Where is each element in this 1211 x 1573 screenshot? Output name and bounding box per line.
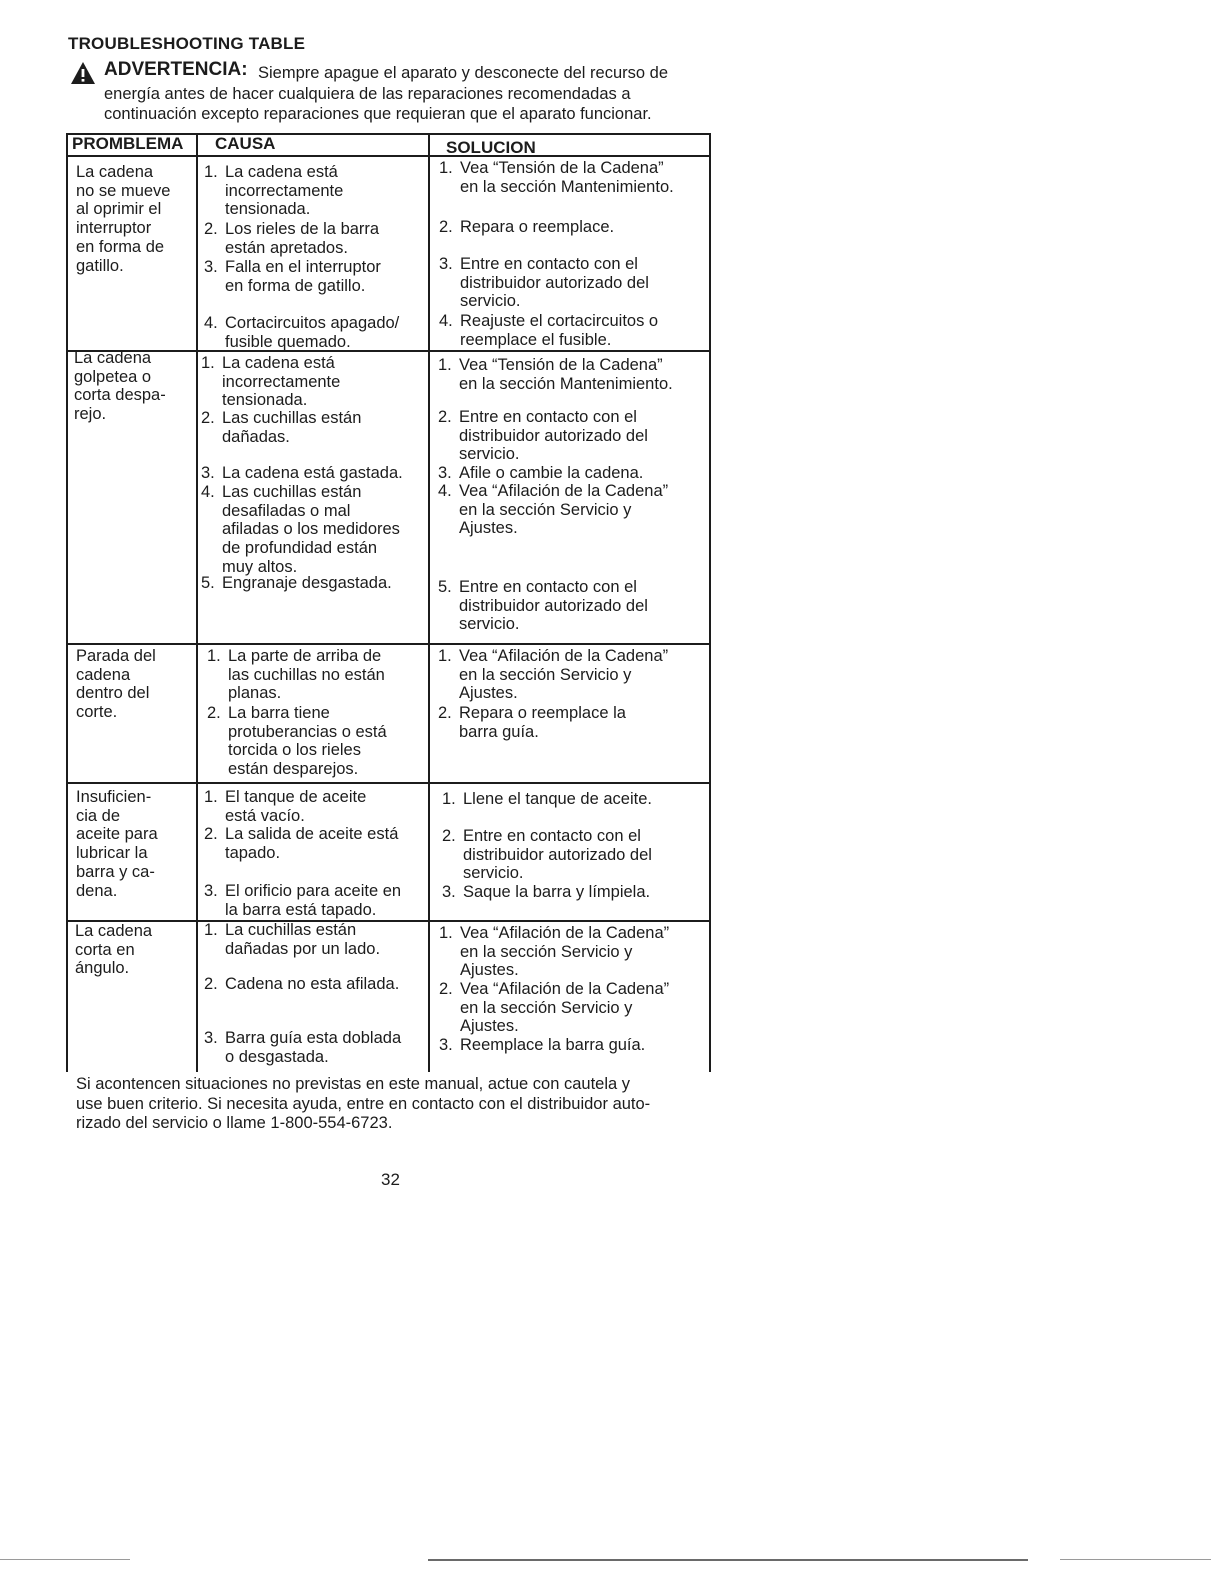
item-number: 3. — [204, 882, 218, 900]
problem-line: ángulo. — [75, 959, 130, 978]
item-number: 2. — [442, 827, 456, 845]
warning-line: continuación excepto reparaciones que requieran que el aparato funcionar. — [104, 105, 652, 123]
row-divider — [66, 643, 711, 645]
item-number: 3. — [439, 1036, 453, 1054]
scan-edge-line — [1060, 1559, 1211, 1560]
item-line: tensionada. — [225, 200, 311, 219]
item-line: en la sección Servicio y — [460, 942, 633, 961]
problem-line: cadena — [76, 665, 131, 684]
item-number: 1. — [438, 356, 452, 374]
item-number: 1. — [438, 647, 452, 665]
item-line: Entre en contacto con el — [463, 827, 641, 845]
item-line: Ajustes. — [460, 961, 519, 980]
problem-cell — [76, 647, 156, 722]
item-line: Ajustes. — [459, 684, 518, 703]
item-number: 4. — [204, 314, 218, 332]
footer-note — [76, 1075, 726, 1134]
problem-line: golpetea o — [74, 367, 152, 386]
item-line: La cadena está gastada. — [222, 464, 403, 482]
item-line: están desparejos. — [228, 760, 359, 779]
item-line: servicio. — [459, 445, 520, 464]
item-line: o desgastada. — [225, 1047, 329, 1066]
problem-line: La cadena — [74, 349, 152, 367]
problem-cell — [74, 349, 166, 424]
item-number: 3. — [439, 255, 453, 273]
item-line: Saque la barra y límpiela. — [463, 883, 651, 901]
item-number: 2. — [204, 975, 218, 993]
column-divider — [428, 133, 430, 1072]
item-line: torcida o los rieles — [228, 741, 361, 760]
item-number: 2. — [204, 825, 218, 843]
item-line: distribuidor autorizado del — [459, 426, 648, 445]
item-line: Engranaje desgastada. — [222, 574, 392, 592]
problem-cell — [76, 163, 170, 275]
row-divider — [66, 920, 711, 922]
header-cause: CAUSA — [215, 134, 276, 153]
page-title: TROUBLESHOOTING TABLE — [68, 34, 306, 53]
item-number: 2. — [438, 408, 452, 426]
item-line: El orificio para aceite en — [225, 882, 402, 900]
item-line: en la sección Servicio y — [459, 665, 632, 684]
problem-line: lubricar la — [76, 844, 148, 863]
problem-line: gatillo. — [76, 256, 124, 275]
item-line: dañadas por un lado. — [225, 939, 381, 958]
item-number: 1. — [204, 788, 218, 806]
item-line: servicio. — [463, 864, 524, 883]
item-line: La salida de aceite está — [225, 825, 399, 843]
problem-line: cia de — [76, 806, 121, 825]
item-line: Cadena no esta afilada. — [225, 975, 400, 993]
item-line: El tanque de aceite — [225, 788, 367, 806]
item-line: Llene el tanque de aceite. — [463, 790, 652, 808]
header-problem: PROMBLEMA — [72, 134, 184, 153]
item-line: Entre en contacto con el — [459, 408, 637, 426]
problem-line: corte. — [76, 703, 118, 722]
item-line: barra guía. — [459, 722, 539, 741]
item-line: en la sección Mantenimiento. — [459, 374, 673, 393]
item-line: planas. — [228, 684, 282, 703]
item-number: 4. — [201, 483, 215, 501]
item-line: Entre en contacto con el — [460, 255, 638, 273]
warning-label: ADVERTENCIA: — [104, 59, 248, 80]
item-number: 2. — [439, 218, 453, 236]
item-number: 2. — [207, 704, 221, 722]
problem-line: aceite para — [76, 825, 158, 844]
item-line: Vea “Afilación de la Cadena” — [460, 980, 670, 998]
scan-edge-line — [428, 1559, 1028, 1561]
item-line: Barra guía esta doblada — [225, 1029, 402, 1047]
item-number: 1. — [204, 163, 218, 181]
item-line: de profundidad están — [222, 539, 378, 558]
problem-cell — [76, 788, 158, 900]
item-line: Afile o cambie la cadena. — [459, 464, 644, 482]
row-divider — [66, 782, 711, 784]
item-line: Ajustes. — [460, 1017, 519, 1036]
item-number: 3. — [204, 258, 218, 276]
item-line: fusible quemado. — [225, 332, 351, 351]
warning-line: energía antes de hacer cualquiera de las reparaciones recomendadas a — [104, 85, 631, 103]
item-line: tensionada. — [222, 391, 308, 410]
item-line: Reajuste el cortacircuitos o — [460, 312, 659, 330]
item-number: 1. — [204, 921, 218, 939]
item-line: afiladas o los medidores — [222, 520, 400, 539]
header-solution: SOLUCION — [446, 138, 536, 157]
item-line: servicio. — [459, 615, 520, 634]
page-number: 32 — [381, 1170, 400, 1189]
item-number: 2. — [201, 409, 215, 427]
item-number: 3. — [442, 883, 456, 901]
problem-line: corta despa- — [74, 386, 166, 405]
item-line: Reemplace la barra guía. — [460, 1036, 646, 1054]
item-number: 1. — [442, 790, 456, 808]
item-line: están apretados. — [225, 238, 348, 257]
warning-line: Siempre apague el aparato y desconecte del recurso de — [258, 64, 669, 82]
troubleshooting-table — [66, 133, 711, 1072]
item-number: 5. — [201, 574, 215, 592]
item-number: 5. — [438, 578, 452, 596]
item-line: Vea “Afilación de la Cadena” — [459, 482, 669, 500]
item-number: 2. — [438, 704, 452, 722]
item-line: Repara o reemplace la — [459, 704, 626, 722]
item-line: Vea “Tensión de la Cadena” — [460, 159, 664, 177]
item-line: protuberancias o está — [228, 722, 387, 741]
item-number: 3. — [438, 464, 452, 482]
problem-line: Insuficien- — [76, 788, 152, 806]
item-number: 1. — [207, 647, 221, 665]
item-line: Cortacircuitos apagado/ — [225, 314, 400, 332]
item-line: Vea “Afilación de la Cadena” — [459, 647, 669, 665]
item-line: Ajustes. — [459, 519, 518, 538]
item-number: 4. — [439, 312, 453, 330]
problem-line: corta en — [75, 940, 135, 959]
item-number: 3. — [204, 1029, 218, 1047]
item-line: incorrectamente — [222, 372, 341, 391]
item-number: 1. — [439, 924, 453, 942]
item-line: las cuchillas no están — [228, 665, 385, 684]
item-line: Las cuchillas están — [222, 483, 362, 501]
item-line: Vea “Afilación de la Cadena” — [460, 924, 670, 942]
item-line: tapado. — [225, 843, 281, 862]
problem-line: dena. — [76, 881, 118, 900]
item-line: La barra tiene — [228, 704, 330, 722]
problem-line: barra y ca- — [76, 862, 155, 881]
item-line: está vacío. — [225, 806, 305, 825]
item-line: distribuidor autorizado del — [460, 273, 649, 292]
item-line: incorrectamente — [225, 181, 344, 200]
item-line: Repara o reemplace. — [460, 218, 615, 236]
item-number: 3. — [201, 464, 215, 482]
table-border — [66, 133, 68, 1072]
item-line: La cuchillas están — [225, 921, 357, 939]
item-line: Los rieles de la barra — [225, 220, 380, 238]
header-divider — [66, 155, 711, 157]
problem-line: dentro del — [76, 684, 150, 703]
problem-line: La cadena — [75, 922, 153, 940]
item-line: en la sección Servicio y — [459, 500, 632, 519]
item-line: La cadena está — [225, 163, 338, 181]
footer-line: rizado del servicio o llame 1-800-554-6723. — [76, 1114, 393, 1133]
item-line: Falla en el interruptor — [225, 258, 381, 276]
item-line: desafiladas o mal — [222, 501, 351, 520]
item-line: La parte de arriba de — [228, 647, 382, 665]
item-number: 1. — [439, 159, 453, 177]
problem-line: Parada del — [76, 647, 156, 665]
table-border — [709, 133, 711, 1072]
problem-cell — [75, 922, 152, 978]
problem-line: interruptor — [76, 219, 152, 238]
item-line: dañadas. — [222, 427, 290, 446]
item-number: 1. — [201, 354, 215, 372]
item-number: 2. — [204, 220, 218, 238]
item-line: en la sección Mantenimiento. — [460, 177, 674, 196]
item-number: 2. — [439, 980, 453, 998]
item-line: Las cuchillas están — [222, 409, 362, 427]
item-line: reemplace el fusible. — [460, 330, 612, 349]
item-line: Vea “Tensión de la Cadena” — [459, 356, 663, 374]
item-line: distribuidor autorizado del — [463, 845, 652, 864]
item-line: La cadena está — [222, 354, 335, 372]
scan-edge-line — [0, 1559, 130, 1560]
item-number: 4. — [438, 482, 452, 500]
item-line: muy altos. — [222, 557, 298, 576]
item-line: Entre en contacto con el — [459, 578, 637, 596]
warning-triangle-icon — [70, 61, 96, 85]
problem-line: en forma de — [76, 237, 165, 256]
problem-line: al oprimir el — [76, 200, 162, 219]
item-line: servicio. — [460, 292, 521, 311]
problem-line: La cadena — [76, 163, 154, 181]
item-line: la barra está tapado. — [225, 900, 377, 919]
column-divider — [196, 133, 198, 1072]
problem-line: no se mueve — [76, 181, 171, 200]
item-line: en forma de gatillo. — [225, 276, 366, 295]
footer-line: Si acontencen situaciones no previstas en este manual, actue con cautela y — [76, 1075, 631, 1093]
item-line: en la sección Servicio y — [460, 998, 633, 1017]
problem-line: rejo. — [74, 405, 107, 424]
footer-line: use buen criterio. Si necesita ayuda, entre en contacto con el distribuidor auto- — [76, 1094, 651, 1113]
item-line: distribuidor autorizado del — [459, 596, 648, 615]
